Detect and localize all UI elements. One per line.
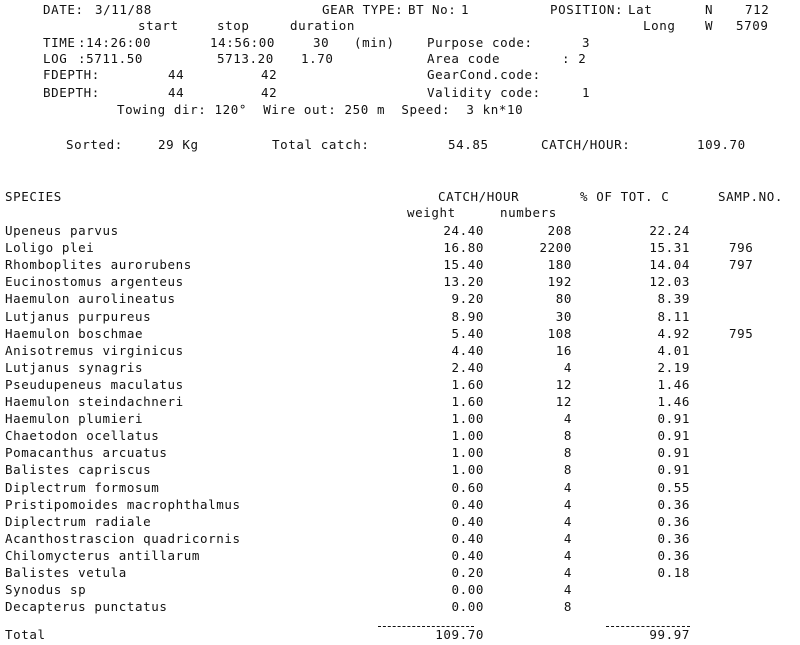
catch-weight: 0.20 xyxy=(451,565,484,580)
lat-label: Lat xyxy=(628,2,653,17)
lat-value: 712 xyxy=(745,2,770,17)
catch-weight: 0.40 xyxy=(451,497,484,512)
time-label: TIME xyxy=(43,35,76,50)
weight-subheader: weight xyxy=(407,205,456,220)
catch-weight: 16.80 xyxy=(443,240,484,255)
catch-weight: 0.40 xyxy=(451,514,484,529)
species-name: Haemulon boschmae xyxy=(5,326,144,341)
percent-of-total: 0.18 xyxy=(657,565,690,580)
catch-weight: 0.00 xyxy=(451,582,484,597)
catch-numbers: 8 xyxy=(563,445,572,460)
catch-numbers: 4 xyxy=(563,360,572,375)
catch-weight: 0.60 xyxy=(451,480,484,495)
catch-numbers: 30 xyxy=(555,309,572,324)
species-name: Haemulon plumieri xyxy=(5,411,144,426)
percent-of-total: 22.24 xyxy=(649,223,690,238)
gear-type-value: BT xyxy=(408,2,425,17)
species-name: Anisotremus virginicus xyxy=(5,343,184,358)
catch-weight: 1.60 xyxy=(451,377,484,392)
species-name: Lutjanus synagris xyxy=(5,360,144,375)
gear-type-label: GEAR TYPE: xyxy=(322,2,404,17)
long-value: 5709 xyxy=(736,18,769,33)
bdepth-stop: 42 xyxy=(261,85,278,100)
catch-numbers: 4 xyxy=(563,480,572,495)
percent-of-total: 12.03 xyxy=(649,274,690,289)
column-duration-heading: duration xyxy=(290,18,356,33)
percent-of-total: 14.04 xyxy=(649,257,690,272)
log-start: :5711.50 xyxy=(78,51,144,66)
percent-of-total: 1.46 xyxy=(657,377,690,392)
percent-of-total: 4.92 xyxy=(657,326,690,341)
gearcond-code-label: GearCond.code: xyxy=(427,67,541,82)
long-direction: W xyxy=(705,18,714,33)
catch-per-hour-label: CATCH/HOUR: xyxy=(541,137,631,152)
species-name: Pristipomoides macrophthalmus xyxy=(5,497,241,512)
catch-weight: 2.40 xyxy=(451,360,484,375)
catch-numbers: 8 xyxy=(563,428,572,443)
catch-numbers: 4 xyxy=(563,514,572,529)
catch-weight: 9.20 xyxy=(451,291,484,306)
catch-numbers: 2200 xyxy=(539,240,572,255)
catch-numbers: 16 xyxy=(555,343,572,358)
lat-direction: N xyxy=(705,2,714,17)
time-duration: 30 xyxy=(313,35,330,50)
percent-of-total: 0.91 xyxy=(657,411,690,426)
species-name: Upeneus parvus xyxy=(5,223,119,238)
catch-weight: 4.40 xyxy=(451,343,484,358)
column-start-heading: start xyxy=(138,18,179,33)
validity-code-value: 1 xyxy=(582,85,591,100)
log-stop: 5713.20 xyxy=(217,51,274,66)
catch-weight: 1.00 xyxy=(451,462,484,477)
time-start: :14:26:00 xyxy=(78,35,152,50)
catch-weight: 1.00 xyxy=(451,428,484,443)
catch-per-hour-value: 109.70 xyxy=(697,137,746,152)
percent-of-total: 0.55 xyxy=(657,480,690,495)
catch-numbers: 8 xyxy=(563,599,572,614)
catch-numbers: 4 xyxy=(563,497,572,512)
purpose-code-label: Purpose code: xyxy=(427,35,533,50)
catch-weight: 13.20 xyxy=(443,274,484,289)
catch-hour-column-header: CATCH/HOUR xyxy=(438,189,520,204)
percent-of-total: 2.19 xyxy=(657,360,690,375)
species-name: Pseudupeneus maculatus xyxy=(5,377,184,392)
percent-of-total: 8.39 xyxy=(657,291,690,306)
species-name: Balistes capriscus xyxy=(5,462,152,477)
catch-weight: 0.40 xyxy=(451,548,484,563)
species-name: Chilomycterus antillarum xyxy=(5,548,201,563)
species-name: Decapterus punctatus xyxy=(5,599,168,614)
catch-numbers: 80 xyxy=(555,291,572,306)
percent-of-total: 0.36 xyxy=(657,514,690,529)
area-code-label: Area code xyxy=(427,51,501,66)
catch-numbers: 8 xyxy=(563,462,572,477)
total-label: Total xyxy=(5,627,46,642)
species-name: Balistes vetula xyxy=(5,565,127,580)
percent-of-total: 0.36 xyxy=(657,531,690,546)
species-name: Diplectrum radiale xyxy=(5,514,152,529)
catch-weight: 0.00 xyxy=(451,599,484,614)
bdepth-label: BDEPTH: xyxy=(43,85,100,100)
sample-number: 796 xyxy=(729,240,754,255)
catch-weight: 1.00 xyxy=(451,445,484,460)
catch-numbers: 208 xyxy=(547,223,572,238)
percent-of-total: 8.11 xyxy=(657,309,690,324)
sorted-label: Sorted: xyxy=(66,137,123,152)
catch-numbers: 4 xyxy=(563,582,572,597)
gear-no-label: No: xyxy=(432,2,457,17)
percent-of-total: 0.36 xyxy=(657,497,690,512)
catch-numbers: 180 xyxy=(547,257,572,272)
fdepth-label: FDEPTH: xyxy=(43,67,100,82)
species-name: Synodus sp xyxy=(5,582,87,597)
percent-of-total: 0.91 xyxy=(657,445,690,460)
numbers-subheader: numbers xyxy=(500,205,557,220)
catch-numbers: 4 xyxy=(563,531,572,546)
validity-code-label: Validity code: xyxy=(427,85,541,100)
catch-numbers: 192 xyxy=(547,274,572,289)
purpose-code-value: 3 xyxy=(582,35,591,50)
percent-of-total: 0.36 xyxy=(657,548,690,563)
species-name: Haemulon steindachneri xyxy=(5,394,184,409)
catch-numbers: 12 xyxy=(555,394,572,409)
total-catch-label: Total catch: xyxy=(272,137,370,152)
catch-numbers: 4 xyxy=(563,548,572,563)
catch-weight: 1.00 xyxy=(451,411,484,426)
species-name: Rhomboplites aurorubens xyxy=(5,257,192,272)
species-name: Loligo plei xyxy=(5,240,95,255)
percent-of-total: 0.91 xyxy=(657,428,690,443)
column-stop-heading: stop xyxy=(217,18,250,33)
catch-numbers: 12 xyxy=(555,377,572,392)
time-stop: 14:56:00 xyxy=(210,35,276,50)
species-name: Pomacanthus arcuatus xyxy=(5,445,168,460)
fdepth-stop: 42 xyxy=(261,67,278,82)
catch-weight: 15.40 xyxy=(443,257,484,272)
total-percent: 99.97 xyxy=(649,627,690,642)
sample-number: 795 xyxy=(729,326,754,341)
catch-numbers: 4 xyxy=(563,565,572,580)
area-code-value: : 2 xyxy=(562,51,587,66)
log-label: LOG xyxy=(43,51,68,66)
position-label: POSITION: xyxy=(550,2,624,17)
catch-weight: 0.40 xyxy=(451,531,484,546)
catch-weight: 24.40 xyxy=(443,223,484,238)
long-label: Long xyxy=(643,18,676,33)
percent-of-total: 15.31 xyxy=(649,240,690,255)
species-name: Eucinostomus argenteus xyxy=(5,274,184,289)
log-duration: 1.70 xyxy=(301,51,334,66)
towing-info-line: Towing dir: 120° Wire out: 250 m Speed: 3 kn*10 xyxy=(117,102,524,117)
species-column-header: SPECIES xyxy=(5,189,62,204)
percent-of-total: 0.91 xyxy=(657,462,690,477)
species-name: Diplectrum formosum xyxy=(5,480,160,495)
total-weight: 109.70 xyxy=(435,627,484,642)
percent-of-total: 4.01 xyxy=(657,343,690,358)
gear-no-value: 1 xyxy=(461,2,470,17)
catch-weight: 8.90 xyxy=(451,309,484,324)
species-name: Lutjanus purpureus xyxy=(5,309,152,324)
catch-numbers: 4 xyxy=(563,411,572,426)
sample-number: 797 xyxy=(729,257,754,272)
catch-weight: 1.60 xyxy=(451,394,484,409)
date-value: 3/11/88 xyxy=(95,2,152,17)
time-unit: (min) xyxy=(354,35,395,50)
fdepth-start: 44 xyxy=(168,67,185,82)
species-name: Acanthostrascion quadricornis xyxy=(5,531,241,546)
total-catch-value: 54.85 xyxy=(448,137,489,152)
species-name: Chaetodon ocellatus xyxy=(5,428,160,443)
sorted-value: 29 Kg xyxy=(158,137,199,152)
species-name: Haemulon aurolineatus xyxy=(5,291,176,306)
percent-of-total: 1.46 xyxy=(657,394,690,409)
catch-numbers: 108 xyxy=(547,326,572,341)
sample-number-column-header: SAMP.NO. xyxy=(718,189,784,204)
bdepth-start: 44 xyxy=(168,85,185,100)
date-label: DATE: xyxy=(43,2,84,17)
catch-weight: 5.40 xyxy=(451,326,484,341)
percent-total-column-header: % OF TOT. C xyxy=(580,189,670,204)
